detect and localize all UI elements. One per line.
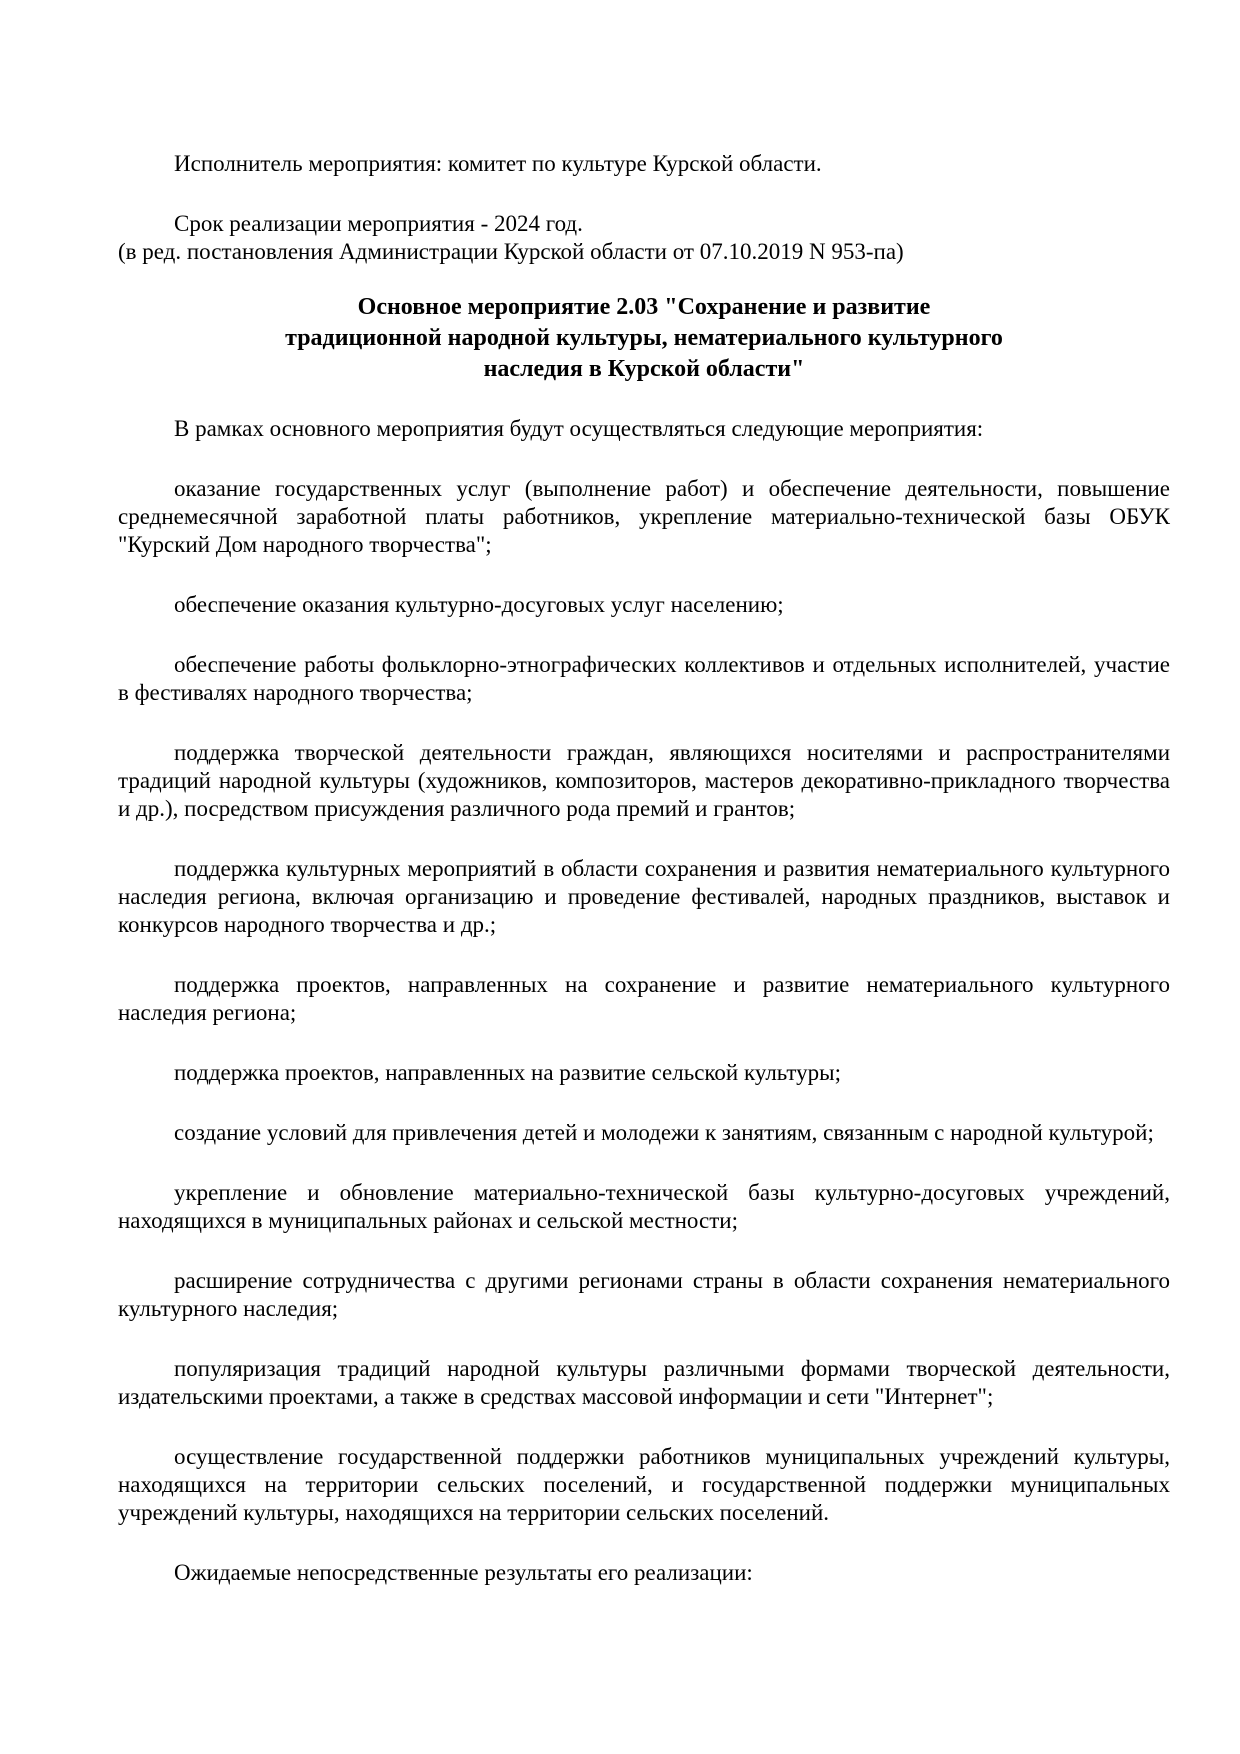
heading-line: традиционной народной культуры, нематериального культурного bbox=[285, 325, 1003, 351]
measure-paragraph: создание условий для привлечения детей и молодежи к занятиям, связанным с народной культурой; bbox=[174, 1120, 1154, 1145]
document-page bbox=[118, 150, 1170, 1619]
measure-paragraph: обеспечение оказания культурно-досуговых услуг населению; bbox=[174, 592, 784, 617]
measure-paragraph: поддержка культурных мероприятий в области сохранения и развития нематериального культурного наследия региона, включая организацию и проведение фестивалей, народных праздников, выставок и конкурсов народного творчества и др.; bbox=[118, 856, 1170, 937]
heading-line: Основное мероприятие 2.03 "Сохранение и развитие bbox=[357, 294, 931, 320]
measure-paragraph: обеспечение работы фольклорно-этнографических коллективов и отдельных исполнителей, участие в фестивалях народного творчества; bbox=[118, 652, 1170, 705]
intro-paragraph: В рамках основного мероприятия будут осуществляться следующие мероприятия: bbox=[174, 416, 984, 441]
amendment-note: (в ред. постановления Администрации Курской области от 07.10.2019 N 953-па) bbox=[118, 239, 904, 264]
term-paragraph: Срок реализации мероприятия - 2024 год. bbox=[174, 211, 583, 236]
measure-paragraph: укрепление и обновление материально-технической базы культурно-досуговых учреждений, находящихся в муниципальных районах и сельской местности; bbox=[118, 1180, 1170, 1233]
measure-paragraph: оказание государственных услуг (выполнение работ) и обеспечение деятельности, повышение среднемесячной заработной платы работников, укрепление материально-технической базы ОБУК "Курский Дом народного творчества"; bbox=[118, 476, 1170, 557]
heading-line: наследия в Курской области" bbox=[483, 356, 805, 382]
section-heading bbox=[118, 292, 1170, 385]
measure-paragraph: расширение сотрудничества с другими регионами страны в области сохранения нематериального культурного наследия; bbox=[118, 1268, 1170, 1321]
measure-paragraph: популяризация традиций народной культуры различными формами творческой деятельности, издательскими проектами, а также в средствах массовой информации и сети "Интернет"; bbox=[118, 1356, 1170, 1409]
measure-paragraph: поддержка проектов, направленных на развитие сельской культуры; bbox=[174, 1060, 842, 1085]
measure-paragraph: поддержка творческой деятельности граждан, являющихся носителями и распространителями традиций народной культуры (художников, композиторов, мастеров декоративно-прикладного творчества и др.), посредством присуждения различного рода премий и грантов; bbox=[118, 740, 1170, 821]
measure-paragraph: поддержка проектов, направленных на сохранение и развитие нематериального культурного наследия региона; bbox=[118, 972, 1170, 1025]
executor-paragraph: Исполнитель мероприятия: комитет по культуре Курской области. bbox=[174, 151, 822, 176]
expected-results-paragraph: Ожидаемые непосредственные результаты его реализации: bbox=[174, 1560, 753, 1585]
measure-paragraph: осуществление государственной поддержки работников муниципальных учреждений культуры, находящихся на территории сельских поселений, и государственной поддержки муниципальных учреждений культуры, находящихся на территории сельских поселений. bbox=[118, 1444, 1170, 1525]
